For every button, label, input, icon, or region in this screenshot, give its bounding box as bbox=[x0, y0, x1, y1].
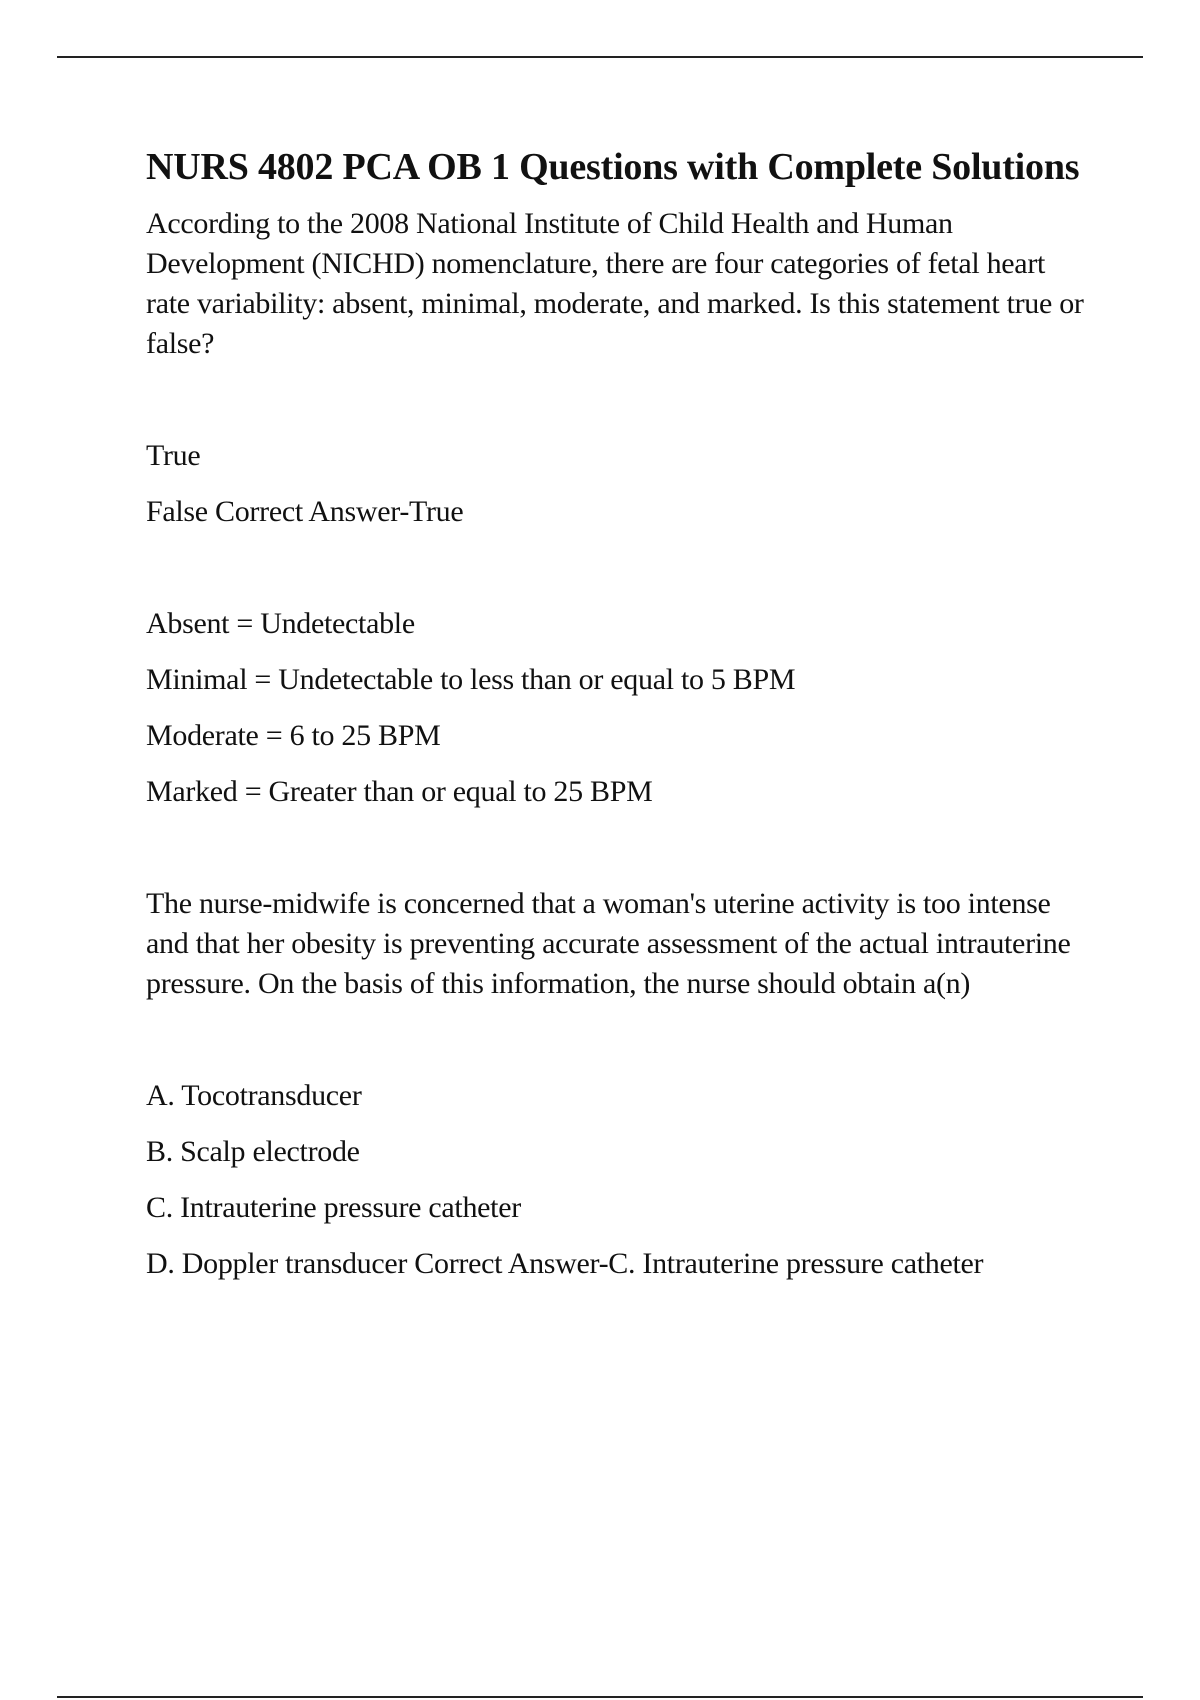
explanation-marked: Marked = Greater than or equal to 25 BPM bbox=[146, 775, 653, 808]
question-2-prompt: The nurse-midwife is concerned that a woman's uterine activity is too intense and that her obesity is preventing accurate assessment of the actual intrauterine pressure. On the basis of this information, the nurse should obtain a(n) bbox=[146, 887, 1071, 1000]
explanation-minimal: Minimal = Undetectable to less than or equal to 5 BPM bbox=[146, 663, 796, 696]
bottom-rule bbox=[57, 1696, 1143, 1698]
question-1-prompt: According to the 2008 National Institute of Child Health and Human Development (NICHD) nomenclature, there are four categories of fetal heart rate variability: absent, minimal, moderate, and marked. Is this statement true or false? bbox=[146, 207, 1084, 360]
top-rule bbox=[57, 56, 1143, 58]
question-1-option-false-answer: False Correct Answer-True bbox=[146, 495, 464, 528]
explanation-moderate: Moderate = 6 to 25 BPM bbox=[146, 719, 441, 752]
question-2-option-c: C. Intrauterine pressure catheter bbox=[146, 1191, 521, 1224]
question-1-option-true: True bbox=[146, 439, 201, 472]
question-1 bbox=[146, 204, 1086, 812]
explanation-absent: Absent = Undetectable bbox=[146, 607, 415, 640]
question-2 bbox=[146, 884, 1086, 1284]
question-2-option-d-answer: D. Doppler transducer Correct Answer-C. Intrauterine pressure catheter bbox=[146, 1247, 984, 1280]
question-2-option-a: A. Tocotransducer bbox=[146, 1079, 362, 1112]
document-body bbox=[146, 142, 1086, 1284]
question-2-option-b: B. Scalp electrode bbox=[146, 1135, 360, 1168]
document-title: NURS 4802 PCA OB 1 Questions with Complete Solutions bbox=[146, 146, 1080, 188]
